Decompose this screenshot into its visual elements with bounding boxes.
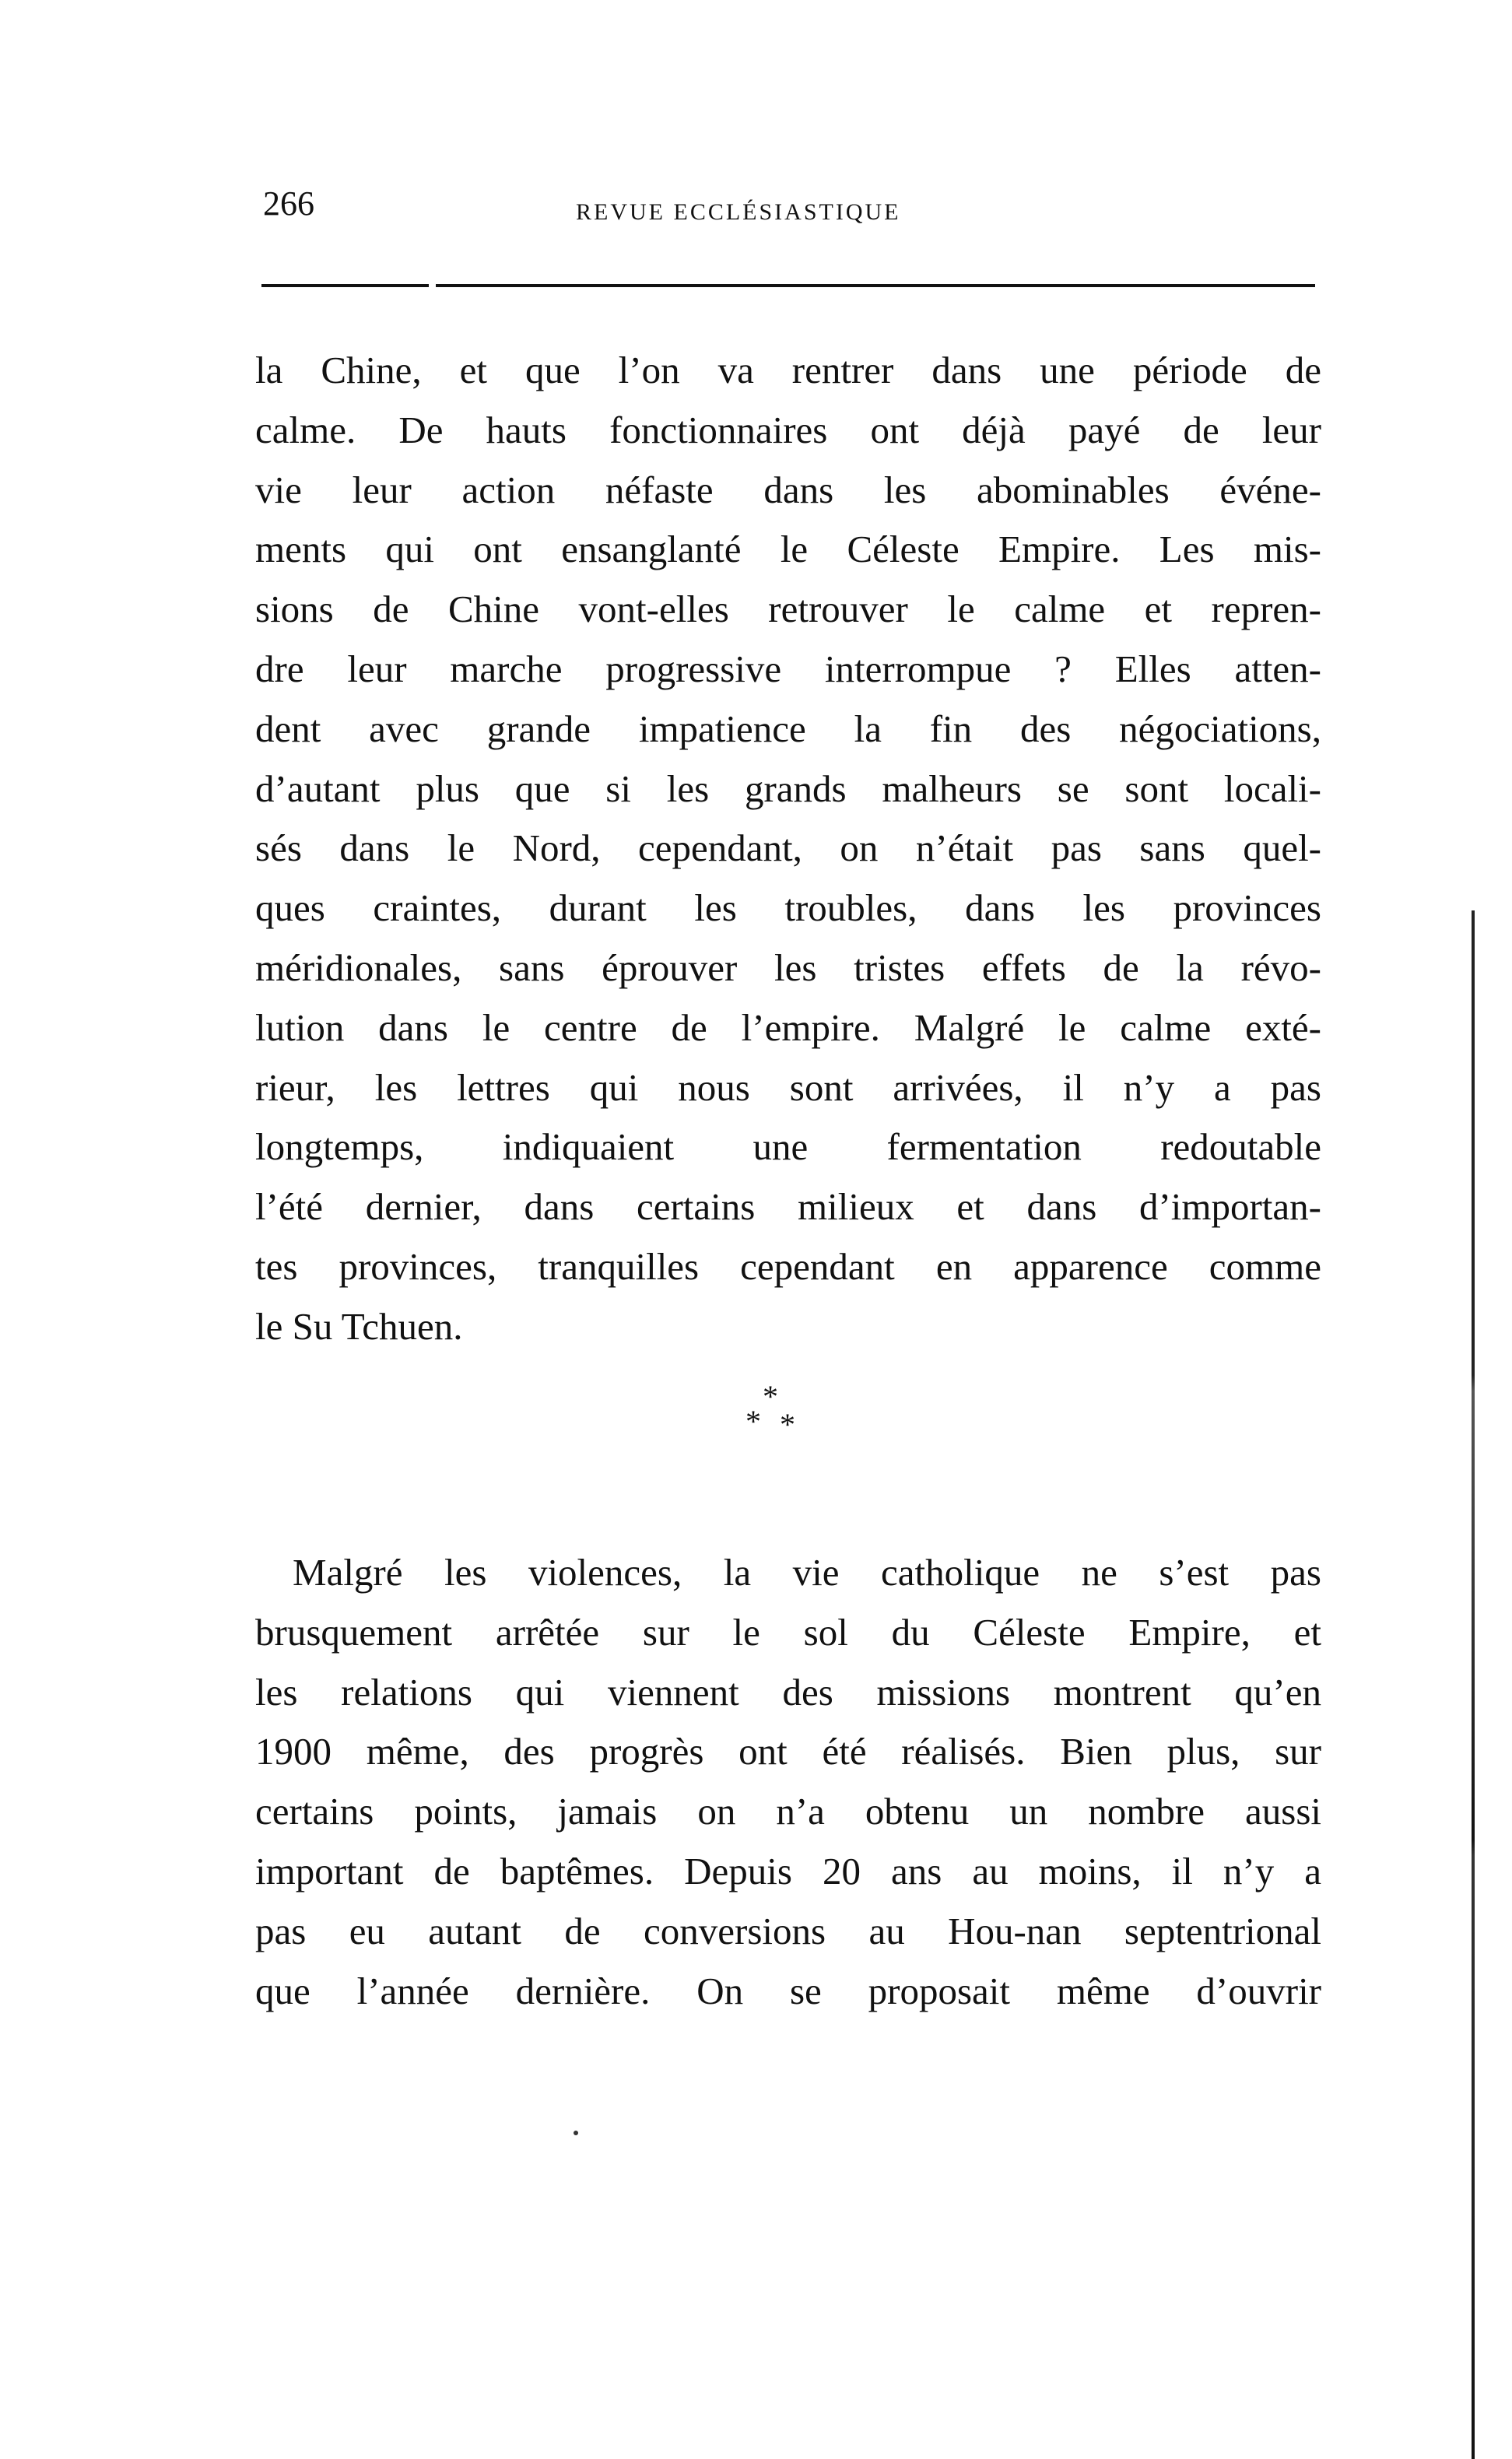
text-line: la Chine, et que l’on va rentrer dans une période de	[255, 349, 1321, 391]
header-rule-right	[436, 284, 1315, 287]
ink-speck	[574, 2131, 578, 2135]
text-line: dre leur marche progressive interrompue ? Elles atten-	[255, 647, 1321, 690]
text-line: longtemps, indiquaient une fermentation redoutable	[255, 1125, 1321, 1169]
text-line: important de baptêmes. Depuis 20 ans au moins, il n’y a	[255, 1849, 1321, 1892]
text-line: que l’année dernière. On se proposait même d’ouvrir	[255, 1969, 1321, 2012]
text-line: dent avec grande impatience la fin des négociations,	[255, 707, 1321, 750]
text-line: certains points, jamais on n’a obtenu un nombre aussi	[255, 1790, 1321, 1833]
text-line: 1900 même, des progrès ont été réalisés. Bien plus, sur	[255, 1730, 1321, 1773]
text-line: pas eu autant de conversions au Hou-nan septentrional	[255, 1909, 1321, 1952]
text-line: calme. De hauts fonctionnaires ont déjà payé de leur	[255, 408, 1321, 451]
page-number: 266	[263, 184, 314, 223]
page-edge-line	[1472, 910, 1475, 2459]
asterisk-glyph: *	[780, 1407, 795, 1442]
text-line: d’autant plus que si les grands malheurs se sont locali-	[255, 766, 1321, 810]
text-line: ments qui ont ensanglanté le Céleste Empire. Les mis-	[255, 528, 1321, 571]
text-line: tes provinces, tranquilles cependant en apparence comme	[255, 1244, 1321, 1288]
header-rule-left	[261, 284, 429, 287]
text-line: méridionales, sans éprouver les tristes effets de la révo-	[255, 945, 1321, 989]
text-line: lution dans le centre de l’empire. Malgré le calme exté-	[255, 1005, 1321, 1049]
text-line: rieur, les lettres qui nous sont arrivées, il n’y a pas	[255, 1065, 1321, 1109]
text-line: l’été dernier, dans certains milieux et dans d’importan-	[255, 1185, 1321, 1229]
section-separator	[745, 1381, 839, 1467]
text-line: Malgré les violences, la vie catholique ne s’est pas	[293, 1551, 1321, 1594]
asterisk-glyph: *	[745, 1404, 761, 1439]
text-line: sions de Chine vont-elles retrouver le calme et repren-	[255, 588, 1321, 631]
text-line: ques craintes, durant les troubles, dans les provinces	[255, 886, 1321, 930]
text-line: sés dans le Nord, cependant, on n’était pas sans quel-	[255, 826, 1321, 870]
running-title: REVUE ECCLÉSIASTIQUE	[576, 199, 901, 225]
text-line: le Su Tchuen.	[255, 1304, 463, 1348]
text-line: vie leur action néfaste dans les abominables événe-	[255, 468, 1321, 511]
text-line: les relations qui viennent des missions montrent qu’en	[255, 1670, 1321, 1714]
asterisk-glyph: *	[763, 1379, 778, 1414]
paragraph-1	[255, 341, 1321, 1357]
paragraph-2	[255, 1543, 1321, 2021]
text-line: brusquement arrêtée sur le sol du Céleste Empire, et	[255, 1610, 1321, 1654]
